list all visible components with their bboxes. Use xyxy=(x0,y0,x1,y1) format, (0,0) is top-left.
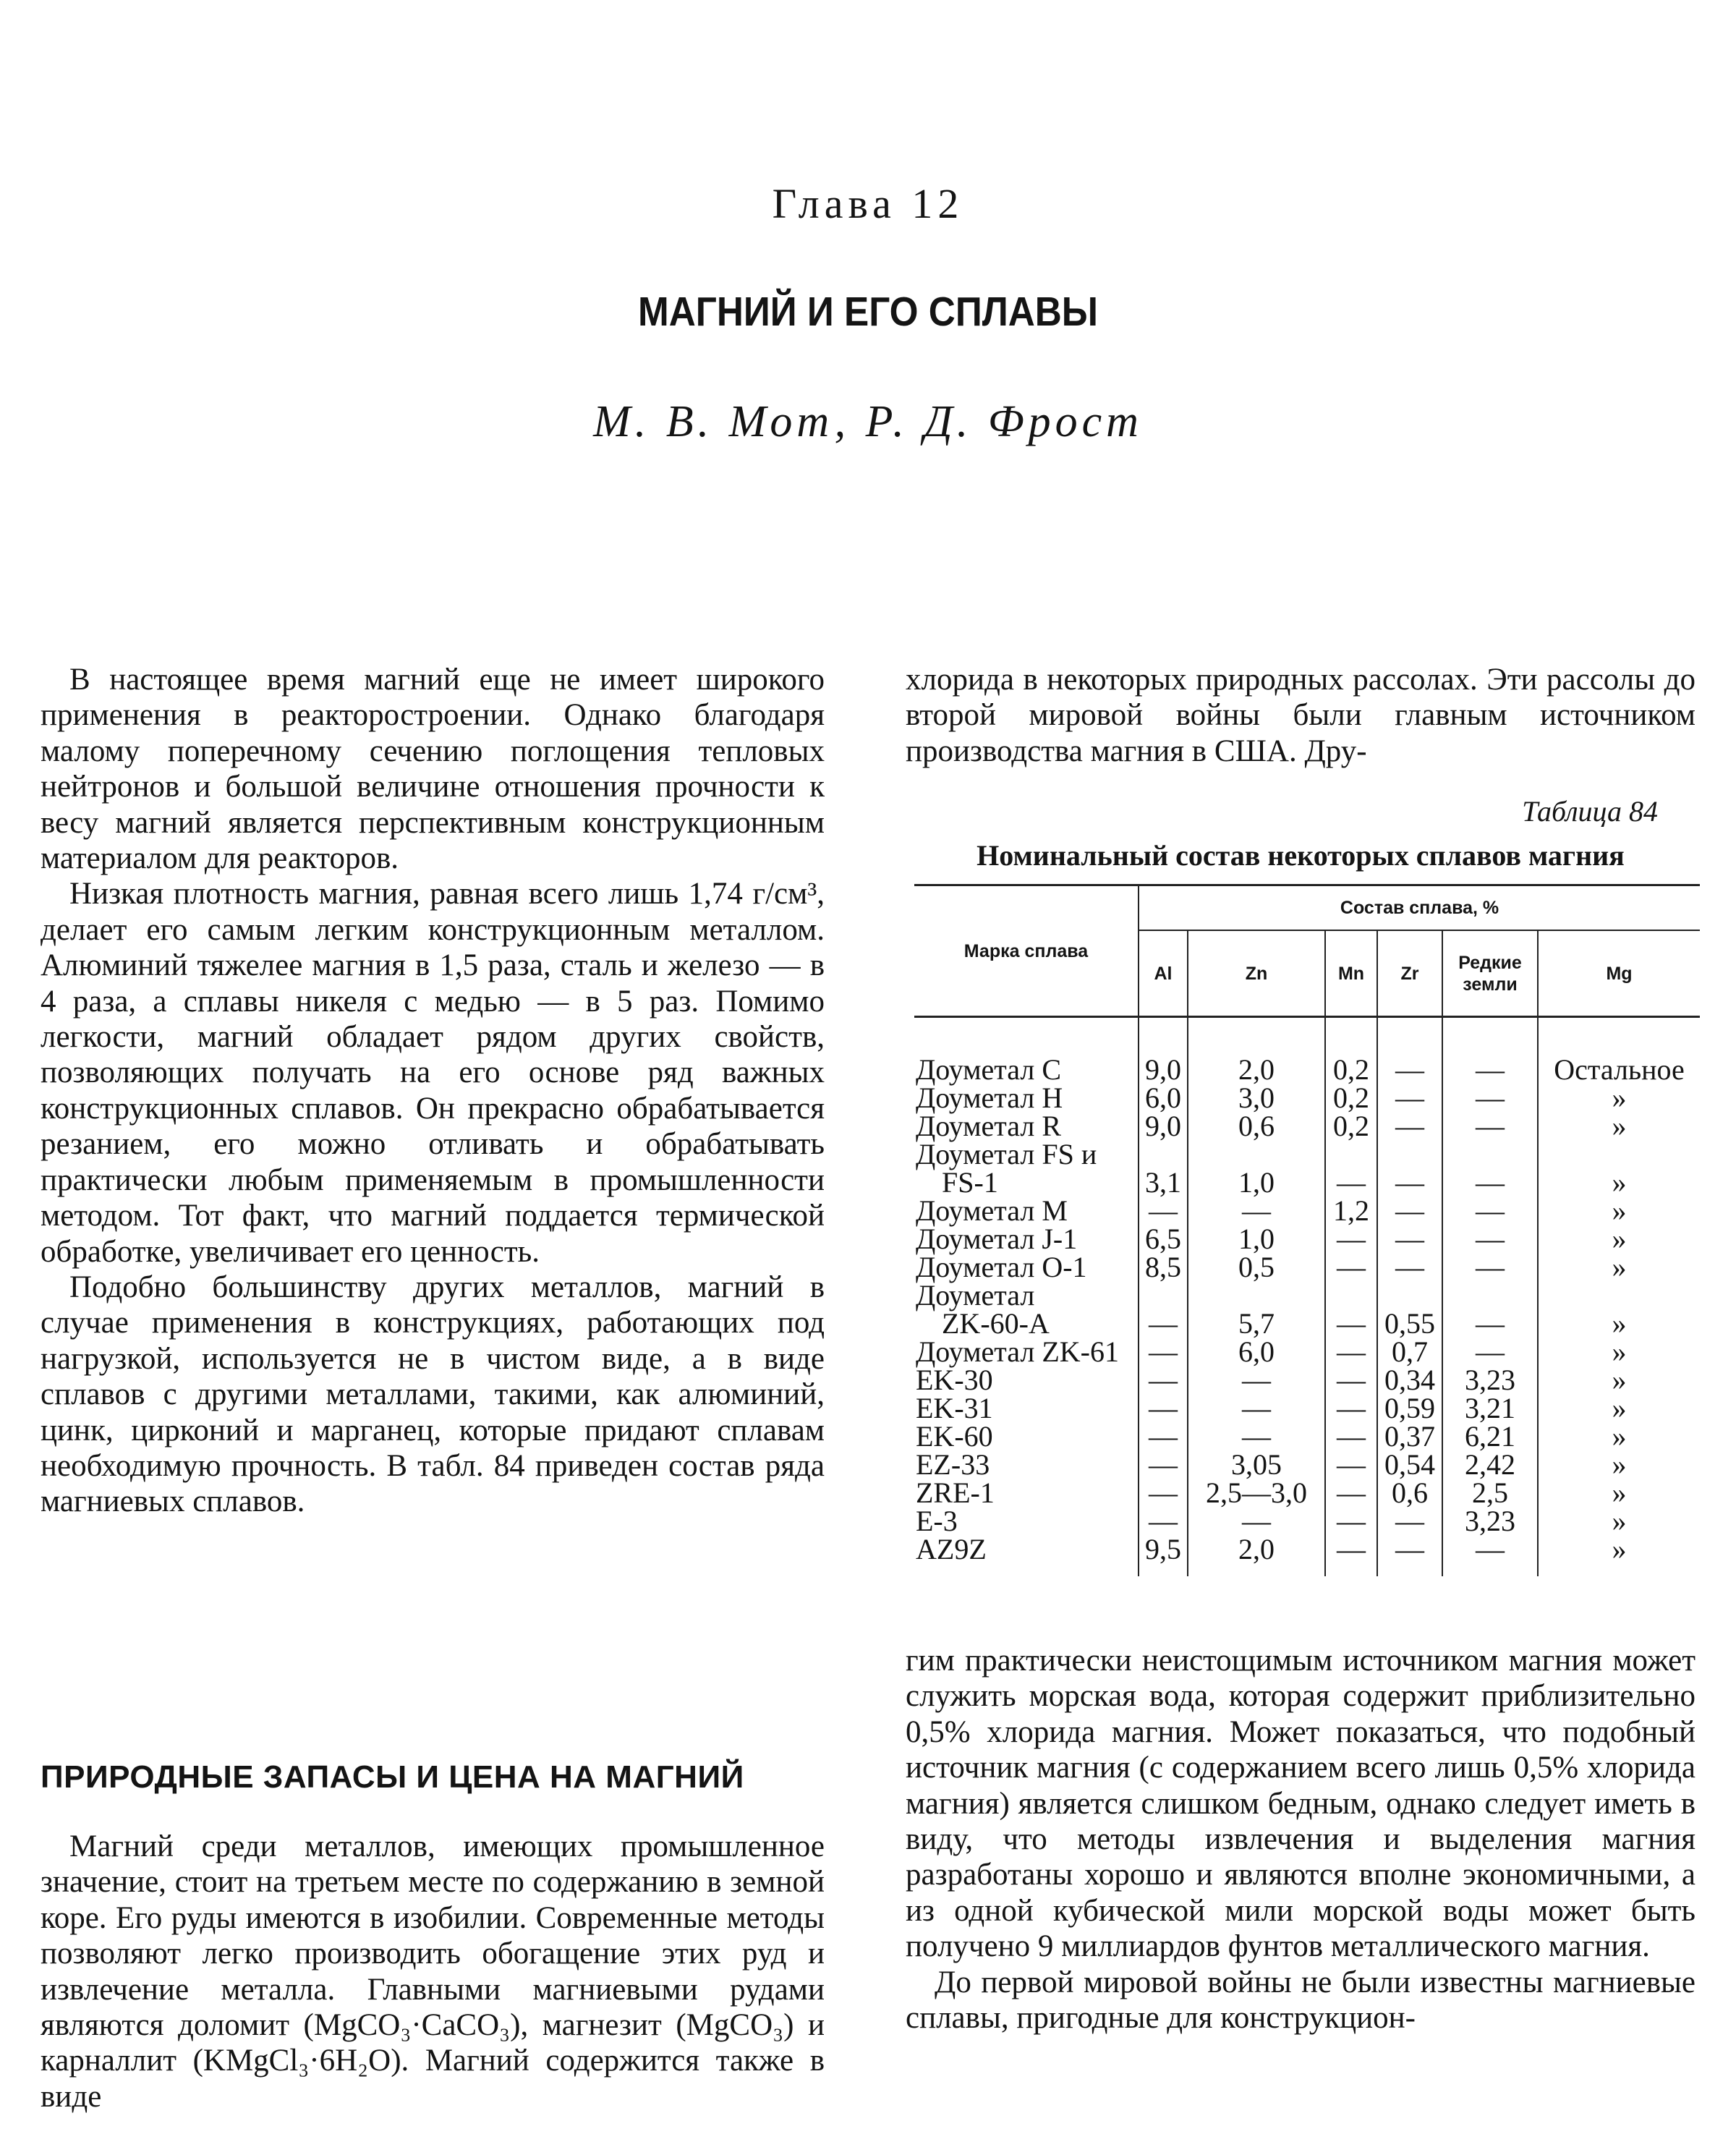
cell-mn xyxy=(1325,1394,1377,1422)
table-row xyxy=(914,1084,1700,1112)
cell-zn-value: 2,0 xyxy=(1238,1053,1275,1086)
cell-zn-value: 2,5—3,0 xyxy=(1206,1476,1307,1509)
alloy-name: ZRE-1 xyxy=(916,1476,995,1509)
cell-zr-value: — xyxy=(1395,1110,1424,1142)
cell-zr-value: 0,37 xyxy=(1384,1420,1435,1453)
cell-zr-value: — xyxy=(1395,1223,1424,1255)
cell-rare-earths xyxy=(1442,1535,1538,1576)
cell-zr xyxy=(1377,1196,1442,1225)
cell-mg xyxy=(1538,1081,1700,1114)
cell-rare-earths-value: — xyxy=(1476,1081,1505,1114)
cell-rare-earths-value: — xyxy=(1476,1053,1505,1086)
alloy-name: Доуметал R xyxy=(916,1110,1062,1142)
cell-mn-value: — xyxy=(1337,1307,1366,1340)
chapter-title: МАГНИЙ И ЕГО СПЛАВЫ xyxy=(637,289,1099,335)
cell-rare-earths xyxy=(1442,1335,1538,1368)
alloy-name: EZ-33 xyxy=(916,1448,990,1481)
alloy-name: Доуметал C xyxy=(916,1053,1062,1086)
cell-mg-value: » xyxy=(1612,1364,1627,1396)
cell-al xyxy=(1139,1450,1188,1479)
cell-al-value: 8,5 xyxy=(1145,1251,1181,1283)
cell-mn-value: — xyxy=(1337,1392,1366,1424)
cell-rare-earths xyxy=(1442,1420,1538,1453)
cell-mn xyxy=(1325,1112,1377,1140)
cell-al xyxy=(1139,1196,1188,1225)
cell-zr xyxy=(1377,1450,1442,1479)
cell-mg xyxy=(1538,1535,1700,1576)
cell-al-value: 6,5 xyxy=(1145,1223,1181,1255)
cell-rare-earths xyxy=(1442,1225,1538,1253)
cell-mg xyxy=(1538,1476,1700,1509)
cell-zn-value: — xyxy=(1242,1364,1271,1396)
cell-mg xyxy=(1538,1420,1700,1453)
alloy-name: E-3 xyxy=(916,1505,958,1537)
table-row xyxy=(914,1422,1700,1450)
alloy-name: Доуметал M xyxy=(916,1194,1068,1227)
cell-zr-value: — xyxy=(1395,1533,1424,1565)
alloy-name: EK-60 xyxy=(916,1420,993,1453)
table-row xyxy=(914,1479,1700,1507)
cell-al xyxy=(1139,1535,1188,1576)
cell-zn-value: — xyxy=(1242,1505,1271,1537)
cell-mn-value: 0,2 xyxy=(1333,1081,1369,1114)
cell-alloy-name xyxy=(914,1476,1139,1509)
cell-zn xyxy=(1188,1196,1325,1225)
paragraph: Подобно большинству других металлов, магний в случае применения в конструкциях, работающих под нагрузкой, используется не в чистом виде, а в виде сплавов с другими металлами, такими, как алюминий, цинк, цирконий и марганец, которые придают сплавам необходимую прочность. В табл. 84 приведен состав ряда магниевых сплавов. xyxy=(41,1270,825,1519)
cell-rare-earths-value: 2,42 xyxy=(1465,1448,1515,1481)
cell-alloy-name xyxy=(914,1281,1139,1338)
cell-zn-value: 5,7 xyxy=(1238,1307,1275,1340)
cell-rare-earths-value: — xyxy=(1476,1223,1505,1255)
cell-rare-earths xyxy=(1442,1112,1538,1140)
cell-mg-value: » xyxy=(1612,1081,1627,1114)
cell-mn xyxy=(1325,1335,1377,1368)
cell-zr xyxy=(1377,1507,1442,1535)
cell-al-value: — xyxy=(1149,1307,1178,1340)
cell-zr xyxy=(1377,1335,1442,1368)
cell-zn-value: 0,5 xyxy=(1238,1251,1275,1283)
cell-mg xyxy=(1538,1196,1700,1225)
cell-mg xyxy=(1538,1140,1700,1199)
cell-zr xyxy=(1377,1366,1442,1394)
table-row xyxy=(914,1055,1700,1084)
cell-rare-earths xyxy=(1442,1450,1538,1479)
cell-alloy-name xyxy=(914,1535,1139,1576)
cell-al-value: — xyxy=(1149,1505,1178,1537)
cell-rare-earths-value: — xyxy=(1476,1166,1505,1199)
cell-mn xyxy=(1325,1366,1377,1394)
cell-rare-earths xyxy=(1442,1140,1538,1199)
cell-zr-value: 0,54 xyxy=(1384,1448,1435,1481)
paragraph: гим практически неистощимым источником магния может служить морская вода, которая содержит приблизительно 0,5% хлорида магния. Может показаться, что подобный источник магния (с содержанием всего лишь 0,5% хлорида магния) является слишком бедным, однако следует иметь в виду, что методы извлечения и выделения магния разработаны хорошо и являются вполне экономичными, а из одной кубической мили морской воды может быть получено 9 миллиардов фунтов металлического магния. xyxy=(906,1644,1695,1964)
cell-zn xyxy=(1188,1253,1325,1281)
cell-zn xyxy=(1188,1281,1325,1338)
alloy-name: Доуметал J-1 xyxy=(916,1223,1078,1255)
table-row xyxy=(914,1281,1700,1338)
cell-al-value: — xyxy=(1149,1335,1178,1368)
cell-mn xyxy=(1325,1281,1377,1338)
cell-mg xyxy=(1538,1335,1700,1368)
column-header-mn: Mn xyxy=(1325,930,1377,1017)
paragraph: Магний среди металлов, имеющих промышленное значение, стоит на третьем месте по содержанию в земной коре. Его руды имеются в изобилии. Современные методы позволяют легко производить обогащение этих руд и извлечение металла. Главными магниевыми рудами являются доломит (MgCO₃·CaCO₃), магнезит (MgCO₃) и карналлит (KMgCl₃·6H₂O). Магний содержится также в виде xyxy=(41,1829,825,2114)
cell-zr-value: 0,6 xyxy=(1392,1476,1428,1509)
alloy-name: EK-30 xyxy=(916,1364,993,1396)
cell-alloy-name xyxy=(914,1253,1139,1281)
cell-alloy-name xyxy=(914,1450,1139,1479)
cell-al-value: — xyxy=(1149,1420,1178,1453)
column-header-rare-earths: Редкие земли xyxy=(1442,930,1538,1017)
cell-alloy-name xyxy=(914,1112,1139,1140)
section-heading: ПРИРОДНЫЕ ЗАПАСЫ И ЦЕНА НА МАГНИЙ xyxy=(41,1759,744,1795)
column-header-alloy: Марка сплава xyxy=(914,885,1139,1017)
cell-zr xyxy=(1377,1140,1442,1199)
alloy-name-continuation: FS-1 xyxy=(942,1166,998,1199)
cell-zn-value: — xyxy=(1242,1194,1271,1227)
cell-alloy-name xyxy=(914,1420,1139,1453)
column-group-header: Состав сплава, % xyxy=(1139,885,1700,931)
cell-zr-value: — xyxy=(1395,1166,1424,1199)
cell-rare-earths xyxy=(1442,1281,1538,1338)
cell-al-value: — xyxy=(1149,1194,1178,1227)
table-row xyxy=(914,1112,1700,1140)
column-header-zn: Zn xyxy=(1188,930,1325,1017)
cell-alloy-name xyxy=(914,1081,1139,1114)
cell-mn-value: 0,2 xyxy=(1333,1110,1369,1142)
cell-rare-earths-value: — xyxy=(1476,1194,1505,1227)
cell-alloy-name xyxy=(914,1394,1139,1422)
cell-al xyxy=(1139,1081,1188,1114)
cell-zn-value: 3,0 xyxy=(1238,1081,1275,1114)
paragraph: хлорида в некоторых природных рассолах. Эти рассолы до второй мировой войны были главным источником производства магния в США. Дру- xyxy=(906,663,1695,768)
cell-mg xyxy=(1538,1253,1700,1281)
chapter-label: Глава 12 xyxy=(772,180,964,227)
cell-zr-value: 0,59 xyxy=(1384,1392,1435,1424)
cell-zr xyxy=(1377,1253,1442,1281)
cell-zr xyxy=(1377,1394,1442,1422)
left-column-section xyxy=(41,1829,825,2114)
alloy-name-continuation: ZK-60-A xyxy=(942,1307,1050,1340)
cell-mn xyxy=(1325,1196,1377,1225)
table-row xyxy=(914,1394,1700,1422)
alloy-name: Доуметал xyxy=(916,1279,1035,1312)
cell-zn-value: — xyxy=(1242,1392,1271,1424)
cell-alloy-name xyxy=(914,1335,1139,1368)
alloy-name: Доуметал FS и xyxy=(916,1138,1097,1170)
cell-rare-earths xyxy=(1442,1507,1538,1535)
cell-rare-earths-value: — xyxy=(1476,1335,1505,1368)
table-row xyxy=(914,1366,1700,1394)
cell-rare-earths xyxy=(1442,1476,1538,1509)
cell-zr xyxy=(1377,1420,1442,1453)
cell-mg-value: » xyxy=(1612,1194,1627,1227)
cell-mn-value: — xyxy=(1337,1223,1366,1255)
cell-zn xyxy=(1188,1225,1325,1253)
table-row xyxy=(914,1338,1700,1366)
cell-mg-value: » xyxy=(1612,1251,1627,1283)
right-column-bottom xyxy=(906,1643,1695,2036)
cell-mg-value: » xyxy=(1612,1110,1627,1142)
cell-mg xyxy=(1538,1281,1700,1338)
cell-zr xyxy=(1377,1476,1442,1509)
cell-al-value: — xyxy=(1149,1392,1178,1424)
cell-rare-earths-value: 6,21 xyxy=(1465,1420,1515,1453)
column-header-al: Al xyxy=(1139,930,1188,1017)
cell-rare-earths xyxy=(1442,1055,1538,1084)
cell-rare-earths-value: 2,5 xyxy=(1472,1476,1508,1509)
cell-mg-value: Остальное xyxy=(1554,1053,1685,1086)
cell-mn-value: — xyxy=(1337,1448,1366,1481)
cell-mg-value: » xyxy=(1612,1223,1627,1255)
cell-mg-value: » xyxy=(1612,1448,1627,1481)
cell-zn xyxy=(1188,1055,1325,1084)
cell-alloy-name xyxy=(914,1138,1139,1199)
cell-zr xyxy=(1377,1535,1442,1576)
cell-al xyxy=(1139,1281,1188,1338)
cell-zn-value: 2,0 xyxy=(1238,1533,1275,1565)
table-row xyxy=(914,1225,1700,1253)
cell-al-value: 3,1 xyxy=(1145,1166,1181,1199)
cell-al xyxy=(1139,1055,1188,1084)
cell-rare-earths xyxy=(1442,1394,1538,1422)
cell-zr-value: — xyxy=(1395,1194,1424,1227)
cell-rare-earths xyxy=(1442,1253,1538,1281)
cell-al-value: 6,0 xyxy=(1145,1081,1181,1114)
cell-mg-value: » xyxy=(1612,1420,1627,1453)
cell-mg xyxy=(1538,1112,1700,1140)
table-body xyxy=(914,1017,1700,1577)
cell-zr-value: — xyxy=(1395,1251,1424,1283)
alloy-composition-table xyxy=(914,884,1700,1576)
table-spacer-row xyxy=(914,1017,1700,1056)
table-row xyxy=(914,1507,1700,1535)
table-row xyxy=(914,1253,1700,1281)
cell-zn xyxy=(1188,1081,1325,1114)
cell-mg-value: » xyxy=(1612,1476,1627,1509)
cell-zr xyxy=(1377,1225,1442,1253)
alloy-name: EK-31 xyxy=(916,1392,993,1424)
cell-mn-value: — xyxy=(1337,1166,1366,1199)
cell-zr xyxy=(1377,1281,1442,1338)
cell-rare-earths-value: — xyxy=(1476,1307,1505,1340)
cell-mn-value: — xyxy=(1337,1533,1366,1565)
cell-zn xyxy=(1188,1420,1325,1453)
cell-al xyxy=(1139,1366,1188,1394)
cell-zn-value: 6,0 xyxy=(1238,1335,1275,1368)
cell-mn-value: 1,2 xyxy=(1333,1194,1369,1227)
table-label: Таблица 84 xyxy=(1522,795,1658,828)
chapter-authors: М. В. Мот, Р. Д. Фрост xyxy=(593,397,1143,446)
alloy-name: AZ9Z xyxy=(916,1533,987,1565)
cell-alloy-name xyxy=(914,1196,1139,1225)
cell-mn xyxy=(1325,1253,1377,1281)
cell-zn xyxy=(1188,1507,1325,1535)
cell-mg-value: » xyxy=(1612,1392,1627,1424)
cell-mn xyxy=(1325,1450,1377,1479)
cell-mg-value: » xyxy=(1612,1307,1627,1340)
cell-mn-value: — xyxy=(1337,1420,1366,1453)
cell-al-value: — xyxy=(1149,1364,1178,1396)
cell-mg-value: » xyxy=(1612,1505,1627,1537)
cell-al xyxy=(1139,1394,1188,1422)
cell-al xyxy=(1139,1476,1188,1509)
cell-zn xyxy=(1188,1112,1325,1140)
cell-al xyxy=(1139,1335,1188,1368)
cell-mn xyxy=(1325,1140,1377,1199)
cell-zn xyxy=(1188,1394,1325,1422)
cell-mn xyxy=(1325,1225,1377,1253)
cell-zn-value: 1,0 xyxy=(1238,1223,1275,1255)
paragraph: До первой мировой войны не были известны магниевые сплавы, пригодные для конструкцион- xyxy=(906,1965,1695,2036)
cell-mn-value: — xyxy=(1337,1364,1366,1396)
cell-zn xyxy=(1188,1140,1325,1199)
paragraph: Низкая плотность магния, равная всего лишь 1,74 г/см³, делает его самым легким конструкционным металлом. Алюминий тяжелее магния в 1,5 раза, сталь и железо — в 4 раза, а сплавы никеля с медью — в 5 раз. Помимо легкости, магний обладает рядом других свойств, позволяющих получать на его основе ряд важных конструкционных сплавов. Он прекрасно обрабатывается резанием, его можно отливать и обрабатывать практически любым применяемым в промышленности методом. Тот факт, что магний поддается термической обработке, увеличивает его ценность. xyxy=(41,877,825,1269)
cell-zr-value: — xyxy=(1395,1053,1424,1086)
cell-mg xyxy=(1538,1394,1700,1422)
cell-zn xyxy=(1188,1535,1325,1576)
cell-zr-value: 0,7 xyxy=(1392,1335,1428,1368)
cell-zr xyxy=(1377,1055,1442,1084)
cell-mg xyxy=(1538,1507,1700,1535)
cell-zr xyxy=(1377,1112,1442,1140)
cell-rare-earths-value: — xyxy=(1476,1533,1505,1565)
alloy-name: Доуметал H xyxy=(916,1081,1063,1114)
cell-alloy-name xyxy=(914,1055,1139,1084)
cell-alloy-name xyxy=(914,1366,1139,1394)
cell-al xyxy=(1139,1507,1188,1535)
cell-mn xyxy=(1325,1476,1377,1509)
cell-mg xyxy=(1538,1055,1700,1084)
cell-alloy-name xyxy=(914,1225,1139,1253)
cell-zr xyxy=(1377,1081,1442,1114)
cell-mn-value: — xyxy=(1337,1505,1366,1537)
column-header-zr: Zr xyxy=(1377,930,1442,1017)
cell-al xyxy=(1139,1420,1188,1453)
cell-mg xyxy=(1538,1450,1700,1479)
column-header-mg: Mg xyxy=(1538,930,1700,1017)
alloy-name: Доуметал O-1 xyxy=(916,1251,1087,1283)
cell-mg xyxy=(1538,1225,1700,1253)
cell-al-value: 9,0 xyxy=(1145,1110,1181,1142)
cell-mg-value: » xyxy=(1612,1335,1627,1368)
table-row xyxy=(914,1535,1700,1576)
cell-mn xyxy=(1325,1420,1377,1453)
cell-mn xyxy=(1325,1507,1377,1535)
cell-zn-value: 0,6 xyxy=(1238,1110,1275,1142)
cell-rare-earths-value: 3,23 xyxy=(1465,1364,1515,1396)
cell-mg xyxy=(1538,1366,1700,1394)
cell-alloy-name xyxy=(914,1507,1139,1535)
cell-rare-earths xyxy=(1442,1081,1538,1114)
cell-mn-value: 0,2 xyxy=(1333,1053,1369,1086)
cell-zn-value: 3,05 xyxy=(1231,1448,1282,1481)
cell-mn-value: — xyxy=(1337,1476,1366,1509)
cell-zn xyxy=(1188,1366,1325,1394)
cell-al-value: — xyxy=(1149,1476,1178,1509)
cell-al-value: 9,5 xyxy=(1145,1533,1181,1565)
cell-zn-value: 1,0 xyxy=(1238,1166,1275,1199)
cell-al xyxy=(1139,1253,1188,1281)
table-row xyxy=(914,1196,1700,1225)
cell-zn xyxy=(1188,1450,1325,1479)
cell-zr-value: — xyxy=(1395,1505,1424,1537)
cell-zr-value: 0,55 xyxy=(1384,1307,1435,1340)
cell-rare-earths xyxy=(1442,1196,1538,1225)
cell-zn-value: — xyxy=(1242,1420,1271,1453)
cell-mg-value: » xyxy=(1612,1166,1627,1199)
cell-al xyxy=(1139,1112,1188,1140)
cell-mn xyxy=(1325,1081,1377,1114)
cell-rare-earths-value: — xyxy=(1476,1110,1505,1142)
cell-al xyxy=(1139,1140,1188,1199)
cell-rare-earths-value: — xyxy=(1476,1251,1505,1283)
right-column-top xyxy=(906,662,1695,769)
left-column-intro xyxy=(41,662,825,1520)
cell-mn xyxy=(1325,1535,1377,1576)
alloy-name: Доуметал ZK-61 xyxy=(916,1335,1119,1368)
cell-mn xyxy=(1325,1055,1377,1084)
table-row xyxy=(914,1450,1700,1479)
cell-al xyxy=(1139,1225,1188,1253)
cell-zn xyxy=(1188,1335,1325,1368)
cell-al-value: 9,0 xyxy=(1145,1053,1181,1086)
cell-mn-value: — xyxy=(1337,1335,1366,1368)
cell-mg-value: » xyxy=(1612,1533,1627,1565)
cell-al-value: — xyxy=(1149,1448,1178,1481)
paragraph: В настоящее время магний еще не имеет широкого применения в реакторостроении. Однако благодаря малому поперечному сечению поглощения тепловых нейтронов и большой величине отношения прочности к весу магний является перспективным конструкционным материалом для реакторов. xyxy=(41,663,825,876)
cell-zr-value: — xyxy=(1395,1081,1424,1114)
cell-rare-earths-value: 3,23 xyxy=(1465,1505,1515,1537)
cell-rare-earths xyxy=(1442,1366,1538,1394)
cell-mn-value: — xyxy=(1337,1251,1366,1283)
cell-rare-earths-value: 3,21 xyxy=(1465,1392,1515,1424)
cell-zr-value: 0,34 xyxy=(1384,1364,1435,1396)
table-title: Номинальный состав некоторых сплавов магния xyxy=(977,839,1625,872)
table-row xyxy=(914,1140,1700,1196)
cell-zn xyxy=(1188,1476,1325,1509)
